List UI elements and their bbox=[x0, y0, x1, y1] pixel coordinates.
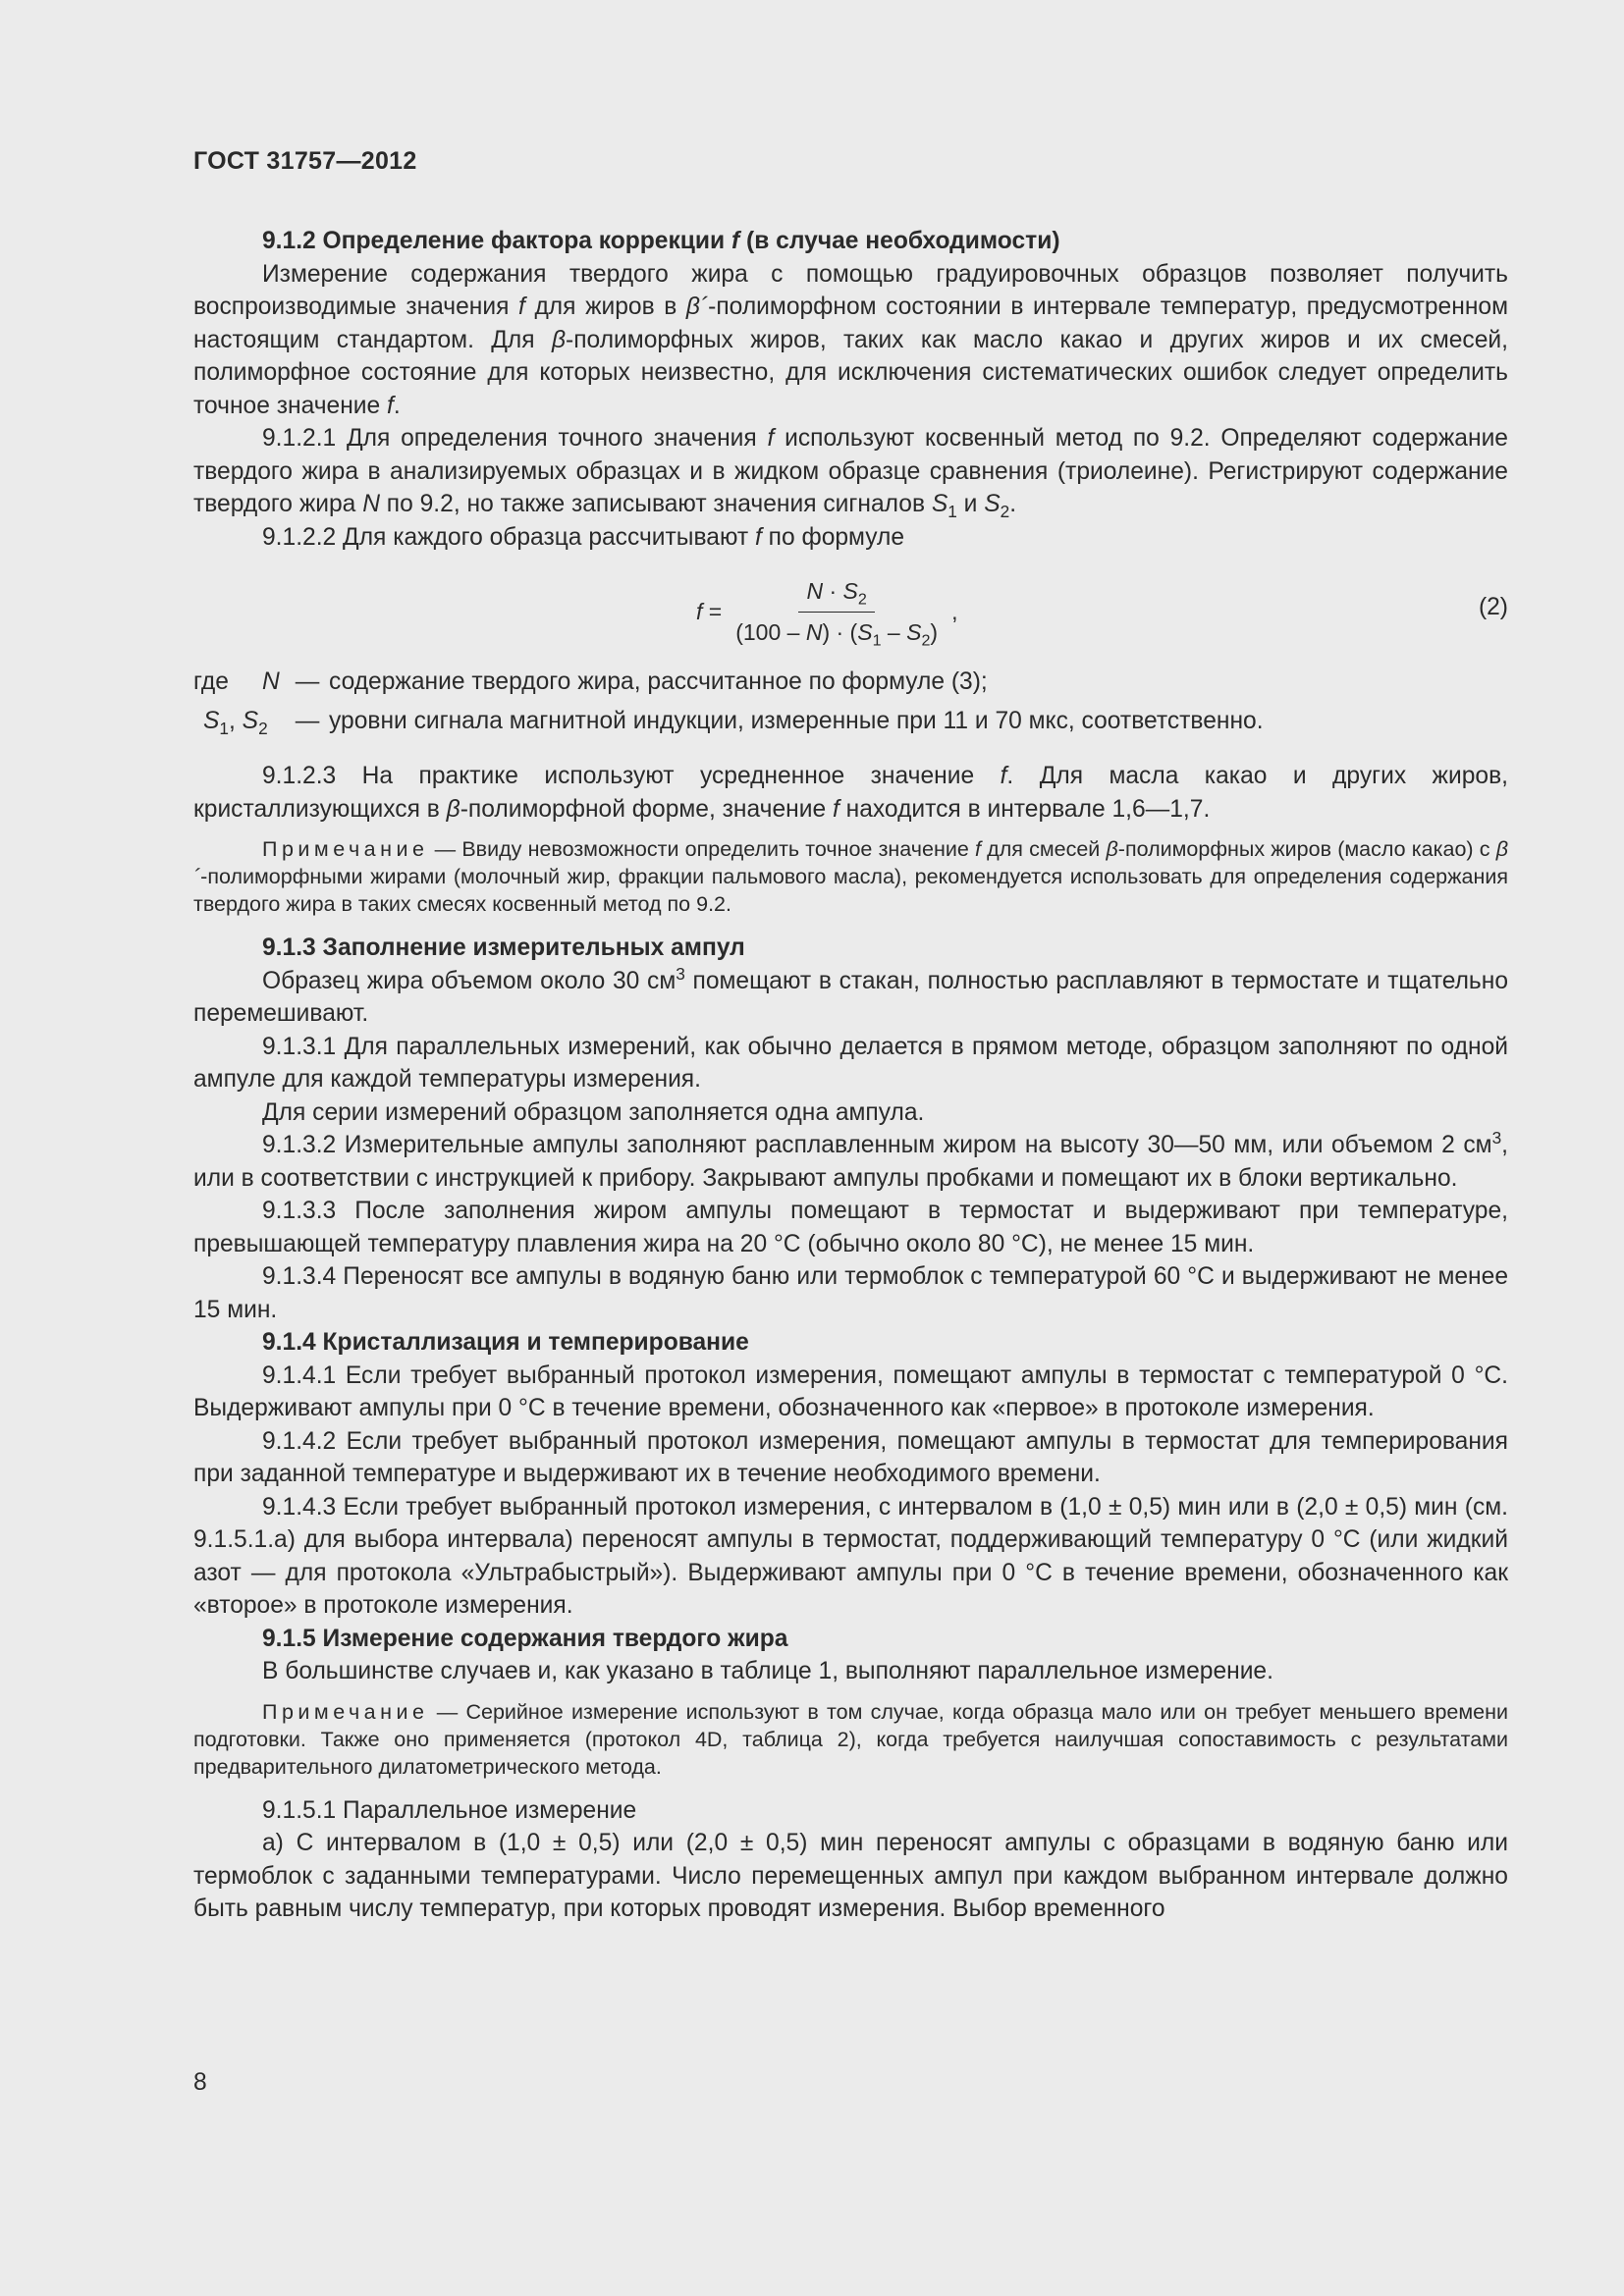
section-9-1-2-2-paragraph: 9.1.2.2 Для каждого образца рассчитывают f по формуле bbox=[262, 523, 905, 551]
section-9-1-5-1-a-paragraph: а) С интервалом в (1,0 ± 0,5) или (2,0 ± 0,5) мин переносят ампулы с образцами в водяную баню или термоблок с заданными температурами. Число перемещенных ампул при каждом выбранном интервале должно быть равным числу температур, при которых проводят измерения. Выбор временного bbox=[193, 1830, 1508, 1922]
section-9-1-4-1-paragraph: 9.1.4.1 Если требует выбранный протокол измерения, помещают ампулы в термостат с температурой 0 °С. Выдерживают ампулы при 0 °С в течение времени, обозначенного как «первое» в протоколе измерения. bbox=[193, 1362, 1508, 1421]
legend-row-n: где N — содержание твердого жира, рассчитанное по формуле (3); bbox=[193, 668, 988, 695]
section-9-1-4-heading: 9.1.4 Кристаллизация и темперирование bbox=[262, 1329, 749, 1356]
section-9-1-3-3-paragraph: 9.1.3.3 После заполнения жиром ампулы помещают в термостат и выдерживают при температуре, превышающей температуру плавления жира на 20 °С (обычно около 80 °С), не менее 15 мин. bbox=[193, 1198, 1508, 1257]
document-body bbox=[193, 225, 1508, 1926]
section-9-1-4-3-paragraph: 9.1.4.3 Если требует выбранный протокол измерения, с интервалом в (1,0 ± 0,5) мин или в (2,0 ± 0,5) мин (см. 9.1.5.1.а) для выбора интервала) переносят ампулы в термостат, поддерживающий температуру 0 °С (или жидкий азот — для протокола «Ультрабыстрый»). Выдерживают ампулы при 0 °С в течение времени, обозначенного как «второе» в протоколе измерения. bbox=[193, 1493, 1508, 1619]
note-1: Примечание — Ввиду невозможности определить точное значение f для смесей β-полиморфных жиров (масло какао) с β´-полиморфными жирами (молочный жир, фракции пальмового масла), рекомендуется использовать для определения содержания твердого жира в таких смесях косвенный метод по 9.2. bbox=[193, 837, 1508, 916]
section-9-1-5-1-heading: 9.1.5.1 Параллельное измерение bbox=[262, 1796, 637, 1824]
section-9-1-5-heading: 9.1.5 Измерение содержания твердого жира bbox=[262, 1625, 788, 1652]
formula-numerator: $N \cdot S_2$ bbox=[798, 575, 874, 613]
section-9-1-2-heading: 9.1.2 Определение фактора коррекции f (в случае необходимости) bbox=[262, 228, 1060, 254]
formula-denominator: $(100 - N) \cdot (S_1 - S_2)$ bbox=[735, 618, 939, 650]
section-9-1-3-paragraph: Образец жира объемом около 30 $см^3$ помещают в стакан, полностью расплавляют в термостате и тщательно перемешивают. bbox=[193, 963, 1508, 1027]
legend-row-s: $S_1$, $S_2$ — уровни сигнала магнитной индукции, измеренные при 11 и 70 мкс, соответственно. bbox=[203, 708, 1264, 738]
section-9-1-3-4-paragraph: 9.1.3.4 Переносят все ампулы в водяную баню или термоблок с температурой 60 °С и выдерживают не менее 15 мин. bbox=[193, 1263, 1508, 1323]
section-9-1-2-1-paragraph: 9.1.2.1 Для определения точного значения f используют косвенный метод по 9.2. Определяют содержание твердого жира в анализируемых образцах и в жидком образце сравнения (триолеине). Регистрируют содержание твердого жира N по 9.2, но также записывают значения сигналов $S_1$ и $S_2$. bbox=[193, 425, 1508, 521]
formula-legend bbox=[193, 666, 1508, 744]
formula-2 bbox=[193, 554, 1508, 666]
section-9-1-3-1-series: Для серии измерений образцом заполняется одна ампула. bbox=[262, 1098, 925, 1126]
formula-number: (2) bbox=[1478, 594, 1508, 620]
page-number: 8 bbox=[193, 2069, 207, 2096]
section-9-1-3-2-paragraph: 9.1.3.2 Измерительные ампулы заполняют расплавленным жиром на высоту 30—50 мм, или объемом 2 $см^3$, или в соответствии с инструкцией к прибору. Закрывают ампулы пробками и помещают их в блоки вертикально. bbox=[193, 1127, 1508, 1192]
section-9-1-5-paragraph: В большинстве случаев и, как указано в таблице 1, выполняют параллельное измерение. bbox=[262, 1658, 1273, 1684]
note-2: Примечание — Серийное измерение используют в том случае, когда образца мало или он требует меньшего времени подготовки. Также оно применяется (протокол 4D, таблица 2), когда требуется наилучшая сопоставимость с результатами предварительного дилатометрического метода. bbox=[193, 1699, 1508, 1779]
section-9-1-4-2-paragraph: 9.1.4.2 Если требует выбранный протокол измерения, помещают ампулы в термостат для темперирования при заданной температуре и выдерживают их в течение необходимого времени. bbox=[193, 1427, 1508, 1487]
document-header: ГОСТ 31757—2012 bbox=[193, 147, 417, 175]
formula-fraction bbox=[728, 575, 946, 649]
section-9-1-3-heading: 9.1.3 Заполнение измерительных ампул bbox=[262, 934, 745, 961]
section-9-1-3-1-paragraph: 9.1.3.1 Для параллельных измерений, как обычно делается в прямом методе, образцом заполняют по одной ампуле для каждой температуры измерения. bbox=[193, 1033, 1508, 1093]
formula-expression: f = $\frac{N \cdot S_2}{(100 - N) \cdot (S_1 - S_2)}$ , bbox=[696, 575, 957, 649]
section-9-1-2-paragraph: Измерение содержания твердого жира с помощью градуировочных образцов позволяет получить воспроизводимые значения f для жиров в β´-полиморфном состоянии в интервале температур, предусмотренном настоящим стандартом. Для β-полиморфных жиров, таких как масло какао и других жиров и их смесей, полиморфное состояние для которых неизвестно, для исключения систематических ошибок следует определить точное значение f. bbox=[193, 260, 1508, 419]
section-9-1-2-3-paragraph: 9.1.2.3 На практике используют усредненное значение f. Для масла какао и других жиров, кристаллизующихся в β-полиморфной форме, значение f находится в интервале 1,6—1,7. bbox=[193, 763, 1508, 823]
